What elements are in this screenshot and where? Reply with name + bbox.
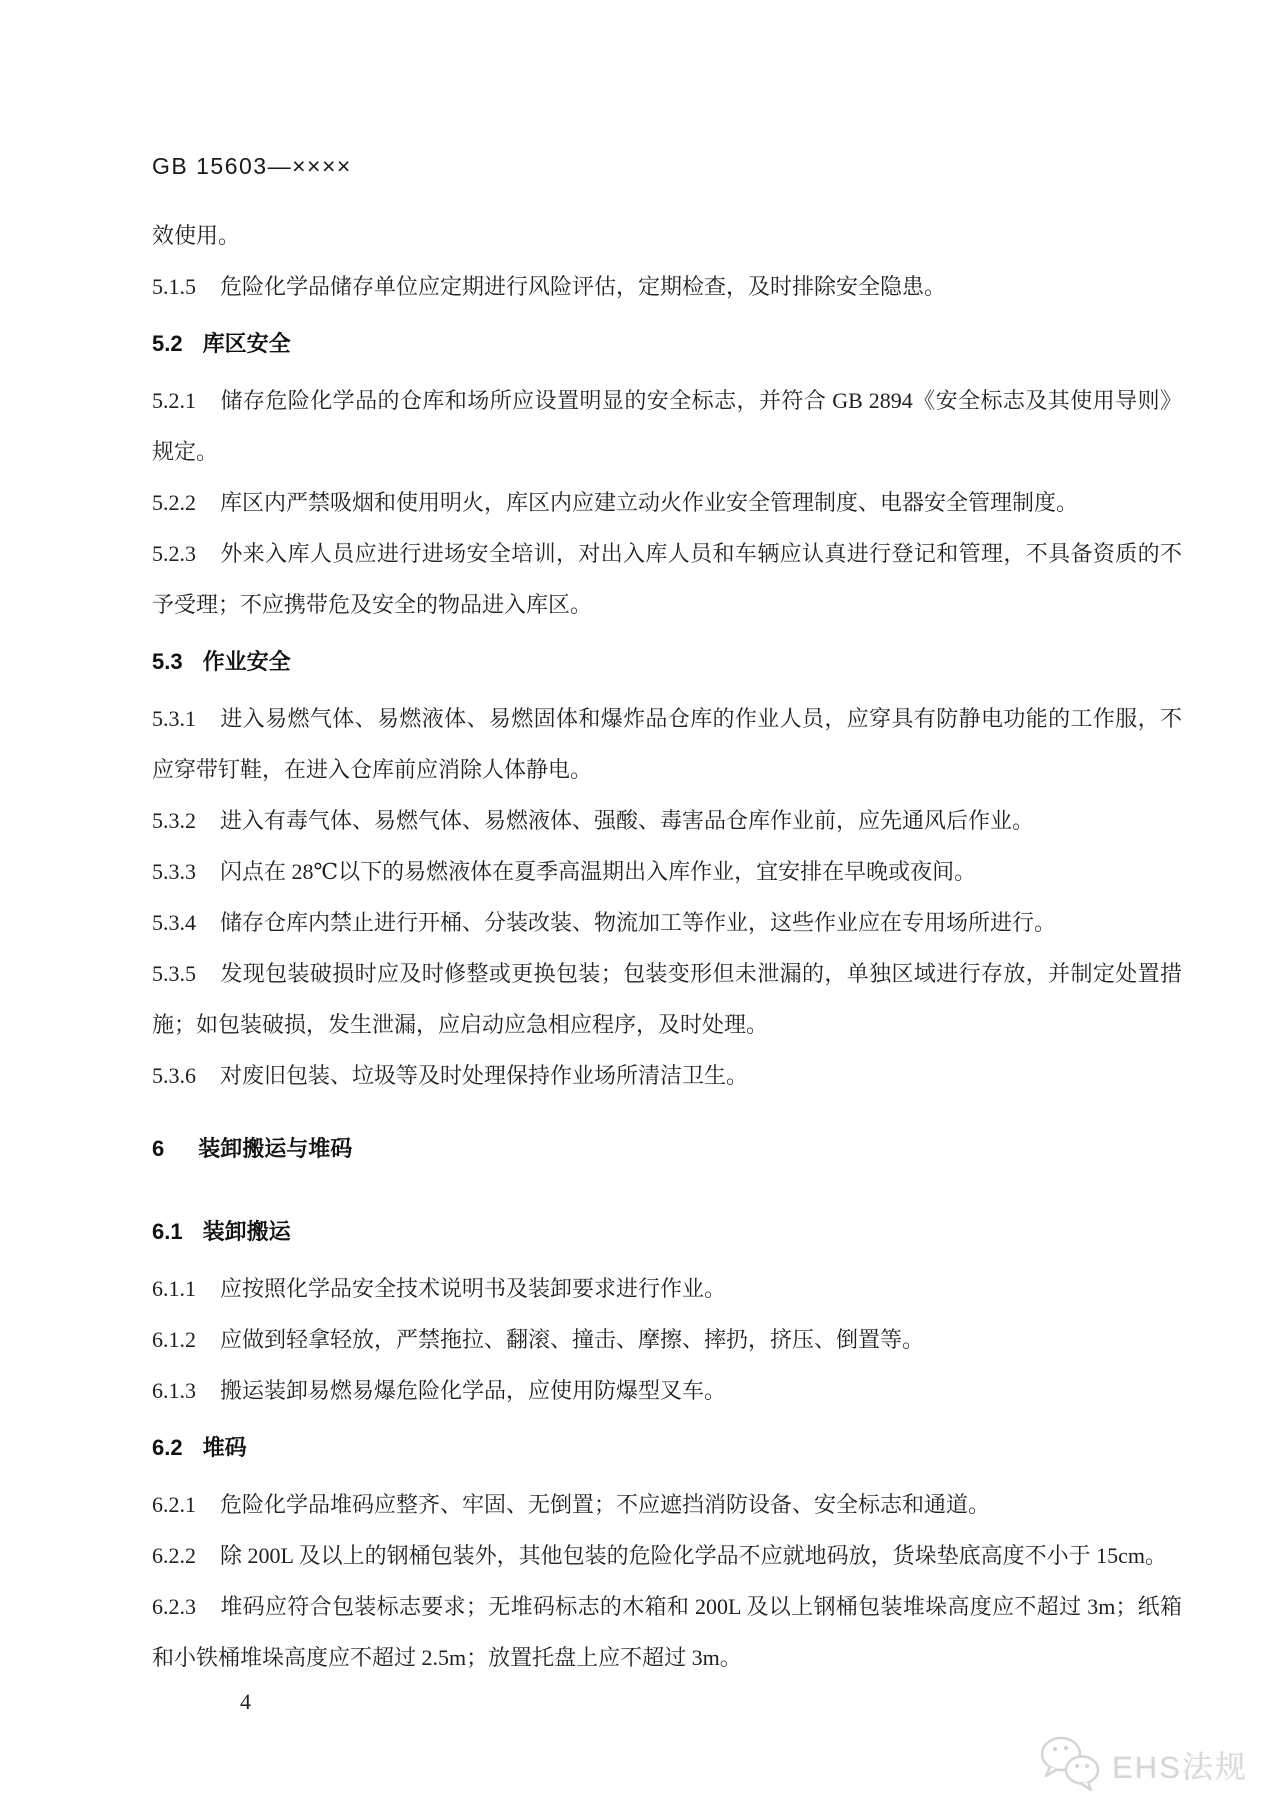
heading-5-2 (152, 318, 1182, 369)
clause-text: 库区内严禁吸烟和使用明火，库区内应建立动火作业安全管理制度、电器安全管理制度。 (220, 490, 1079, 515)
clause-6-2-2 (152, 1530, 1182, 1581)
clause-number: 6.2.3 (152, 1594, 196, 1619)
heading-text: 堆码 (202, 1435, 247, 1460)
clause-5-3-5 (152, 948, 1182, 1050)
clause-text: 应按照化学品安全技术说明书及装卸要求进行作业。 (220, 1276, 727, 1301)
clause-number: 5.3.1 (152, 706, 196, 731)
clause-number: 5.2.3 (152, 541, 196, 566)
clause-number: 5.3.2 (152, 808, 196, 833)
clause-number: 5.3.6 (152, 1063, 196, 1088)
clause-text: 进入有毒气体、易燃气体、易燃液体、强酸、毒害品仓库作业前，应先通风后作业。 (220, 808, 1035, 833)
heading-number: 5.3 (152, 649, 183, 674)
clause-number: 6.1.3 (152, 1378, 196, 1403)
clause-5-3-4 (152, 897, 1182, 948)
page-number: 4 (240, 1689, 251, 1714)
clause-6-1-1 (152, 1263, 1182, 1314)
document-body (152, 210, 1182, 1717)
ehs-watermark (1038, 1734, 1248, 1794)
heading-number: 6 (152, 1136, 165, 1161)
clause-number: 6.1.2 (152, 1327, 196, 1352)
clause-number: 6.1.1 (152, 1276, 196, 1301)
clause-text: 应做到轻拿轻放，严禁拖拉、翻滚、撞击、摩擦、摔扔，挤压、倒置等。 (220, 1327, 925, 1352)
clause-text: 危险化学品储存单位应定期进行风险评估，定期检查，及时排除安全隐患。 (220, 274, 947, 299)
heading-text: 库区安全 (202, 331, 291, 356)
clause-number: 5.2.1 (152, 388, 196, 413)
clause-number: 6.2.2 (152, 1543, 196, 1568)
clause-5-3-2 (152, 795, 1182, 846)
heading-number: 5.2 (152, 331, 183, 356)
clause-number: 5.3.4 (152, 910, 196, 935)
clause-text: 发现包装破损时应及时修整或更换包装；包装变形但未泄漏的，单独区域进行存放，并制定处置措施；如包装破损，发生泄漏，应启动应急相应程序，及时处理。 (152, 961, 1182, 1037)
clause-5-2-3 (152, 528, 1182, 630)
clause-number: 5.2.2 (152, 490, 196, 515)
clause-text: 危险化学品堆码应整齐、牢固、无倒置；不应遮挡消防设备、安全标志和通道。 (220, 1492, 991, 1517)
clause-number: 5.3.5 (152, 961, 196, 986)
clause-text: 效使用。 (152, 223, 241, 248)
clause-text: 搬运装卸易燃易爆危险化学品，应使用防爆型叉车。 (220, 1378, 727, 1403)
clause-number: 6.2.1 (152, 1492, 196, 1517)
clause-text: 储存仓库内禁止进行开桶、分装改装、物流加工等作业，这些作业应在专用场所进行。 (220, 910, 1057, 935)
clause-5-1-5 (152, 261, 1182, 312)
clause-text: 除 200L 及以上的钢桶包装外，其他包装的危险化学品不应就地码放，货垛垫底高度不小于 15cm。 (220, 1543, 1168, 1568)
heading-6-2 (152, 1422, 1182, 1473)
clause-text: 进入易燃气体、易燃液体、易燃固体和爆炸品仓库的作业人员，应穿具有防静电功能的工作服，不应穿带钉鞋，在进入仓库前应消除人体静电。 (152, 706, 1182, 782)
heading-number: 6.2 (152, 1435, 183, 1460)
clause-text: 对废旧包装、垃圾等及时处理保持作业场所清洁卫生。 (220, 1063, 749, 1088)
clause-5-2-1 (152, 375, 1182, 477)
document-content (152, 0, 1182, 1717)
heading-number: 6.1 (152, 1219, 183, 1244)
clause-number: 5.1.5 (152, 274, 196, 299)
clause-6-2-1 (152, 1479, 1182, 1530)
clause-6-1-2 (152, 1314, 1182, 1365)
clause-text: 闪点在 28℃以下的易燃液体在夏季高温期出入库作业，宜安排在早晚或夜间。 (220, 859, 977, 884)
watermark-label: EHS法规 (1112, 1749, 1248, 1785)
clause-5-3-3 (152, 846, 1182, 897)
clause-text: 储存危险化学品的仓库和场所应设置明显的安全标志，并符合 GB 2894《安全标志及其使用导则》规定。 (152, 388, 1182, 464)
clause-text: 外来入库人员应进行进场安全培训，对出入库人员和车辆应认真进行登记和管理，不具备资质的不予受理；不应携带危及安全的物品进入库区。 (152, 541, 1182, 617)
heading-5-3 (152, 636, 1182, 687)
paragraph-continuation (152, 210, 1182, 261)
clause-6-1-3 (152, 1365, 1182, 1416)
clause-number: 5.3.3 (152, 859, 196, 884)
clause-6-2-3 (152, 1581, 1182, 1683)
standard-number-header: GB 15603—×××× (152, 153, 352, 179)
clause-text: 堆码应符合包装标志要求；无堆码标志的木箱和 200L 及以上钢桶包装堆垛高度应不超过 3m；纸箱和小铁桶堆垛高度应不超过 2.5m；放置托盘上应不超过 3m。 (152, 1594, 1182, 1670)
heading-text: 装卸搬运 (202, 1219, 291, 1244)
heading-text: 装卸搬运与堆码 (198, 1136, 353, 1161)
clause-5-3-6 (152, 1050, 1182, 1101)
clause-5-3-1 (152, 693, 1182, 795)
chapter-heading-6 (152, 1123, 1182, 1174)
heading-6-1 (152, 1206, 1182, 1257)
clause-5-2-2 (152, 477, 1182, 528)
wechat-icon (1038, 1734, 1104, 1794)
heading-text: 作业安全 (202, 649, 291, 674)
